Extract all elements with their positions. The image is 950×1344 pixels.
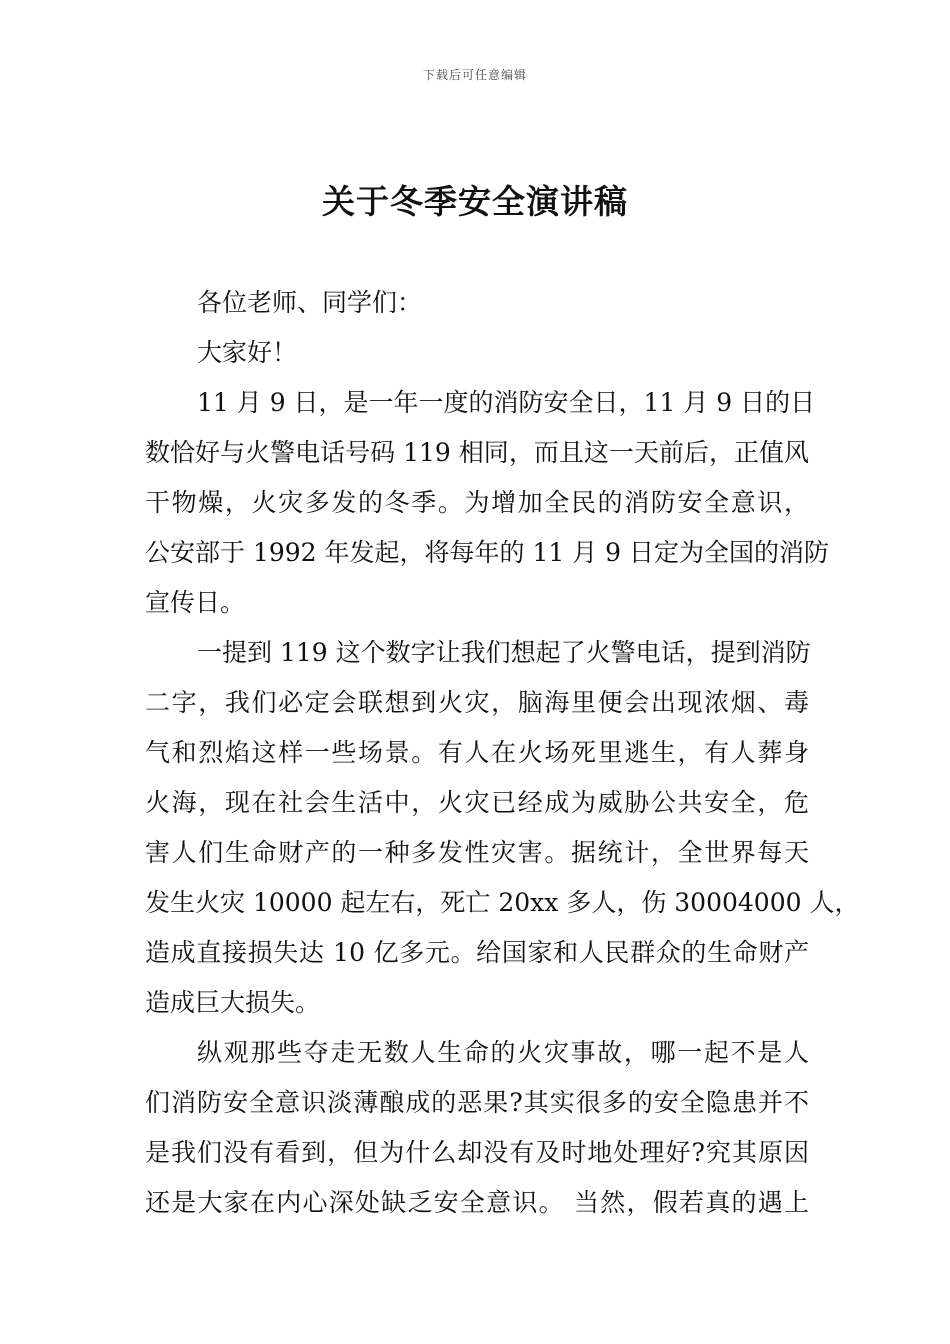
document-body — [145, 278, 860, 1228]
text-line: 11 月 9 日，是一年一度的消防安全日，11 月 9 日的日 — [197, 388, 816, 417]
text-line: 宣传日。 — [145, 588, 246, 617]
text-line: 各位老师、同学们： — [197, 288, 423, 317]
text-line: 发生火灾 10000 起左右，死亡 20xx 多人，伤 30004000 人， — [145, 888, 860, 917]
text-line: 是我们没有看到，但为什么却没有及时地处理好?究其原因 — [145, 1138, 809, 1167]
text-line: 害人们生命财产的一种多发性灾害。据统计，全世界每天 — [145, 838, 809, 867]
text-line: 公安部于 1992 年发起，将每年的 11 月 9 日定为全国的消防 — [145, 538, 830, 567]
page-title: 关于冬季安全演讲稿 — [322, 182, 628, 221]
body-paragraph-2 — [145, 628, 860, 1028]
text-line: 数恰好与火警电话号码 119 相同，而且这一天前后，正值风 — [145, 438, 809, 467]
body-paragraph-1 — [145, 378, 830, 628]
text-line: 大家好！ — [197, 338, 298, 367]
body-paragraph-3 — [145, 1028, 809, 1228]
text-line: 气和烈焰这样一些场景。有人在火场死里逃生，有人葬身 — [145, 738, 809, 767]
text-line: 干物燥，火灾多发的冬季。为增加全民的消防安全意识， — [145, 488, 809, 517]
text-line: 二字，我们必定会联想到火灾，脑海里便会出现浓烟、毒 — [145, 688, 809, 717]
text-line: 火海，现在社会生活中，火灾已经成为威胁公共安全，危 — [145, 788, 809, 817]
salutation-paragraph — [145, 328, 809, 378]
greeting-paragraph — [145, 278, 809, 328]
text-line: 造成巨大损失。 — [145, 988, 321, 1017]
text-line: 纵观那些夺走无数人生命的火灾事故，哪一起不是人 — [197, 1038, 809, 1067]
text-line: 还是大家在内心深处缺乏安全意识。 当然，假若真的遇上 — [145, 1188, 809, 1217]
header-note: 下载后可任意编辑 — [422, 68, 527, 82]
text-line: 造成直接损失达 10 亿多元。给国家和人民群众的生命财产 — [145, 938, 809, 967]
text-line: 一提到 119 这个数字让我们想起了火警电话，提到消防 — [197, 638, 811, 667]
text-line: 们消防安全意识淡薄酿成的恶果?其实很多的安全隐患并不 — [145, 1088, 809, 1117]
